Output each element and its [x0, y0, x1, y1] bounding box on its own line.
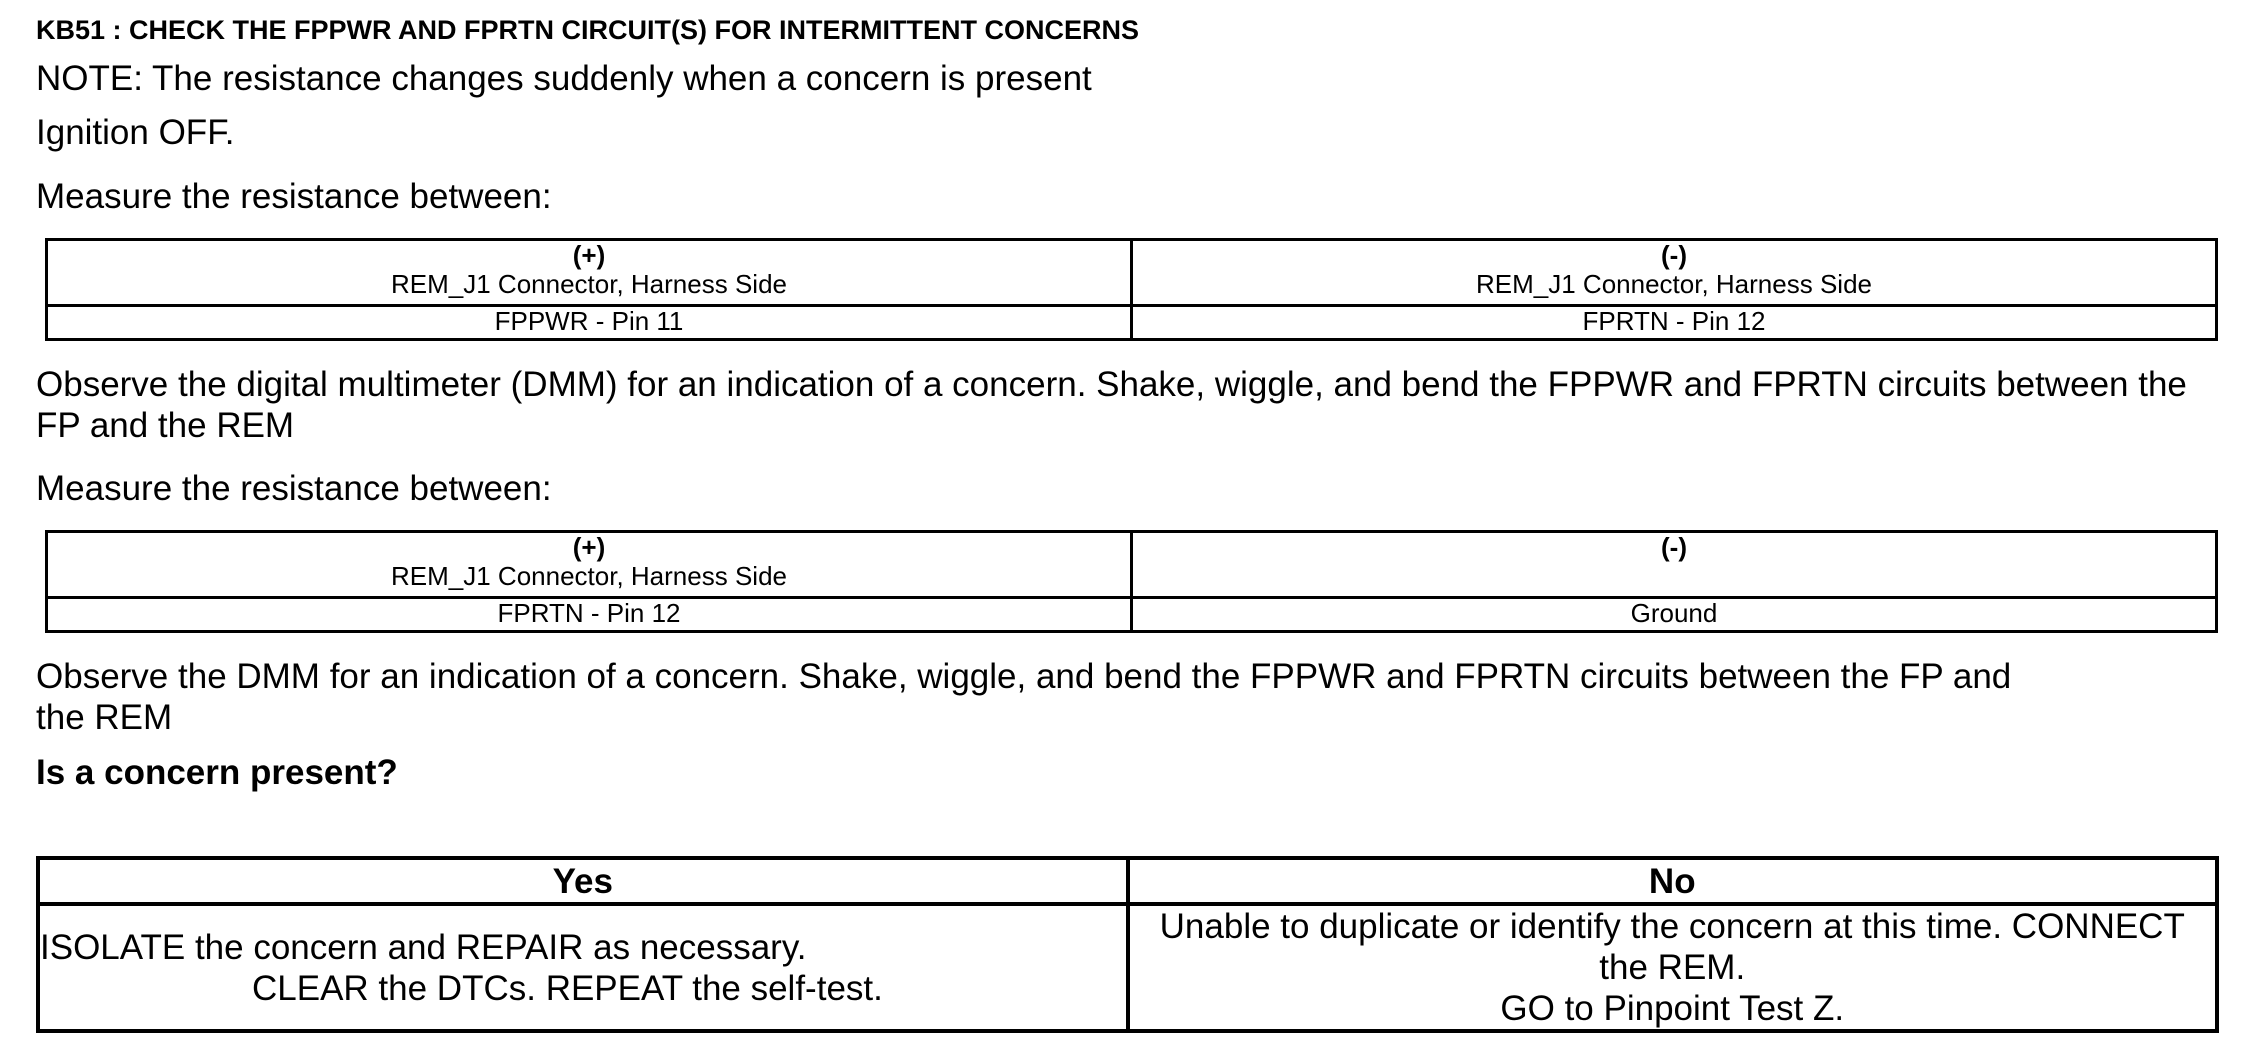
table-row: [47, 532, 2217, 598]
measurement-table-2: [45, 530, 2218, 633]
positive-label: (+): [572, 240, 606, 270]
no-header: No: [1128, 858, 2218, 904]
table-row: [38, 858, 2217, 904]
table-row: [47, 240, 2217, 306]
measure-intro-2: Measure the resistance between:: [36, 469, 552, 508]
positive-header-cell: [47, 240, 1132, 306]
table-row: [47, 598, 2217, 632]
measurement-table-1: [45, 238, 2218, 341]
table-row: [47, 306, 2217, 340]
note-text: NOTE: The resistance changes suddenly when a concern is present: [36, 59, 1092, 98]
measure-intro-1: Measure the resistance between:: [36, 177, 552, 216]
positive-connector: REM_J1 Connector, Harness Side: [391, 269, 787, 299]
positive-pin-cell: FPPWR - Pin 11: [47, 306, 1132, 340]
no-action-cell: [1128, 904, 2218, 1031]
observe-instruction-2-line1: Observe the DMM for an indication of a concern. Shake, wiggle, and bend the FPPWR and FPRTN circuits between the FP and: [36, 657, 2012, 696]
yes-action-cell: [38, 904, 1128, 1031]
yes-action-line2: CLEAR the DTCs. REPEAT the self-test.: [252, 968, 883, 1008]
negative-label: (-): [1661, 240, 1687, 270]
positive-connector: REM_J1 Connector, Harness Side: [391, 561, 787, 591]
negative-ground-cell: Ground: [1132, 598, 2217, 632]
step-title: KB51 : CHECK THE FPPWR AND FPRTN CIRCUIT(S) FOR INTERMITTENT CONCERNS: [36, 15, 1139, 45]
positive-pin-cell: FPRTN - Pin 12: [47, 598, 1132, 632]
pinpoint-test-link[interactable]: GO to Pinpoint Test Z.: [1500, 989, 1845, 1028]
table-row: [38, 904, 2217, 1031]
ignition-instruction: Ignition OFF.: [36, 113, 235, 152]
no-action-line1: Unable to duplicate or identify the concern at this time. CONNECT: [1159, 907, 2185, 946]
positive-label: (+): [572, 532, 606, 562]
observe-instruction-2-line2: the REM: [36, 698, 173, 737]
decision-table: [36, 856, 2219, 1033]
observe-instruction-1: Observe the digital multimeter (DMM) for an indication of a concern. Shake, wiggle, and bend the FPPWR and FPRTN circuits between the FP and the REM: [36, 365, 2187, 445]
negative-header-cell: [1132, 532, 2217, 598]
no-action-line2: the REM.: [1599, 948, 1746, 987]
negative-header-cell: [1132, 240, 2217, 306]
negative-connector: REM_J1 Connector, Harness Side: [1476, 269, 1872, 299]
yes-action-line1: ISOLATE the concern and REPAIR as necessary.: [40, 927, 807, 967]
positive-header-cell: [47, 532, 1132, 598]
yes-header: Yes: [38, 858, 1128, 904]
decision-question: Is a concern present?: [36, 753, 398, 792]
negative-label: (-): [1661, 532, 1687, 562]
negative-pin-cell: FPRTN - Pin 12: [1132, 306, 2217, 340]
